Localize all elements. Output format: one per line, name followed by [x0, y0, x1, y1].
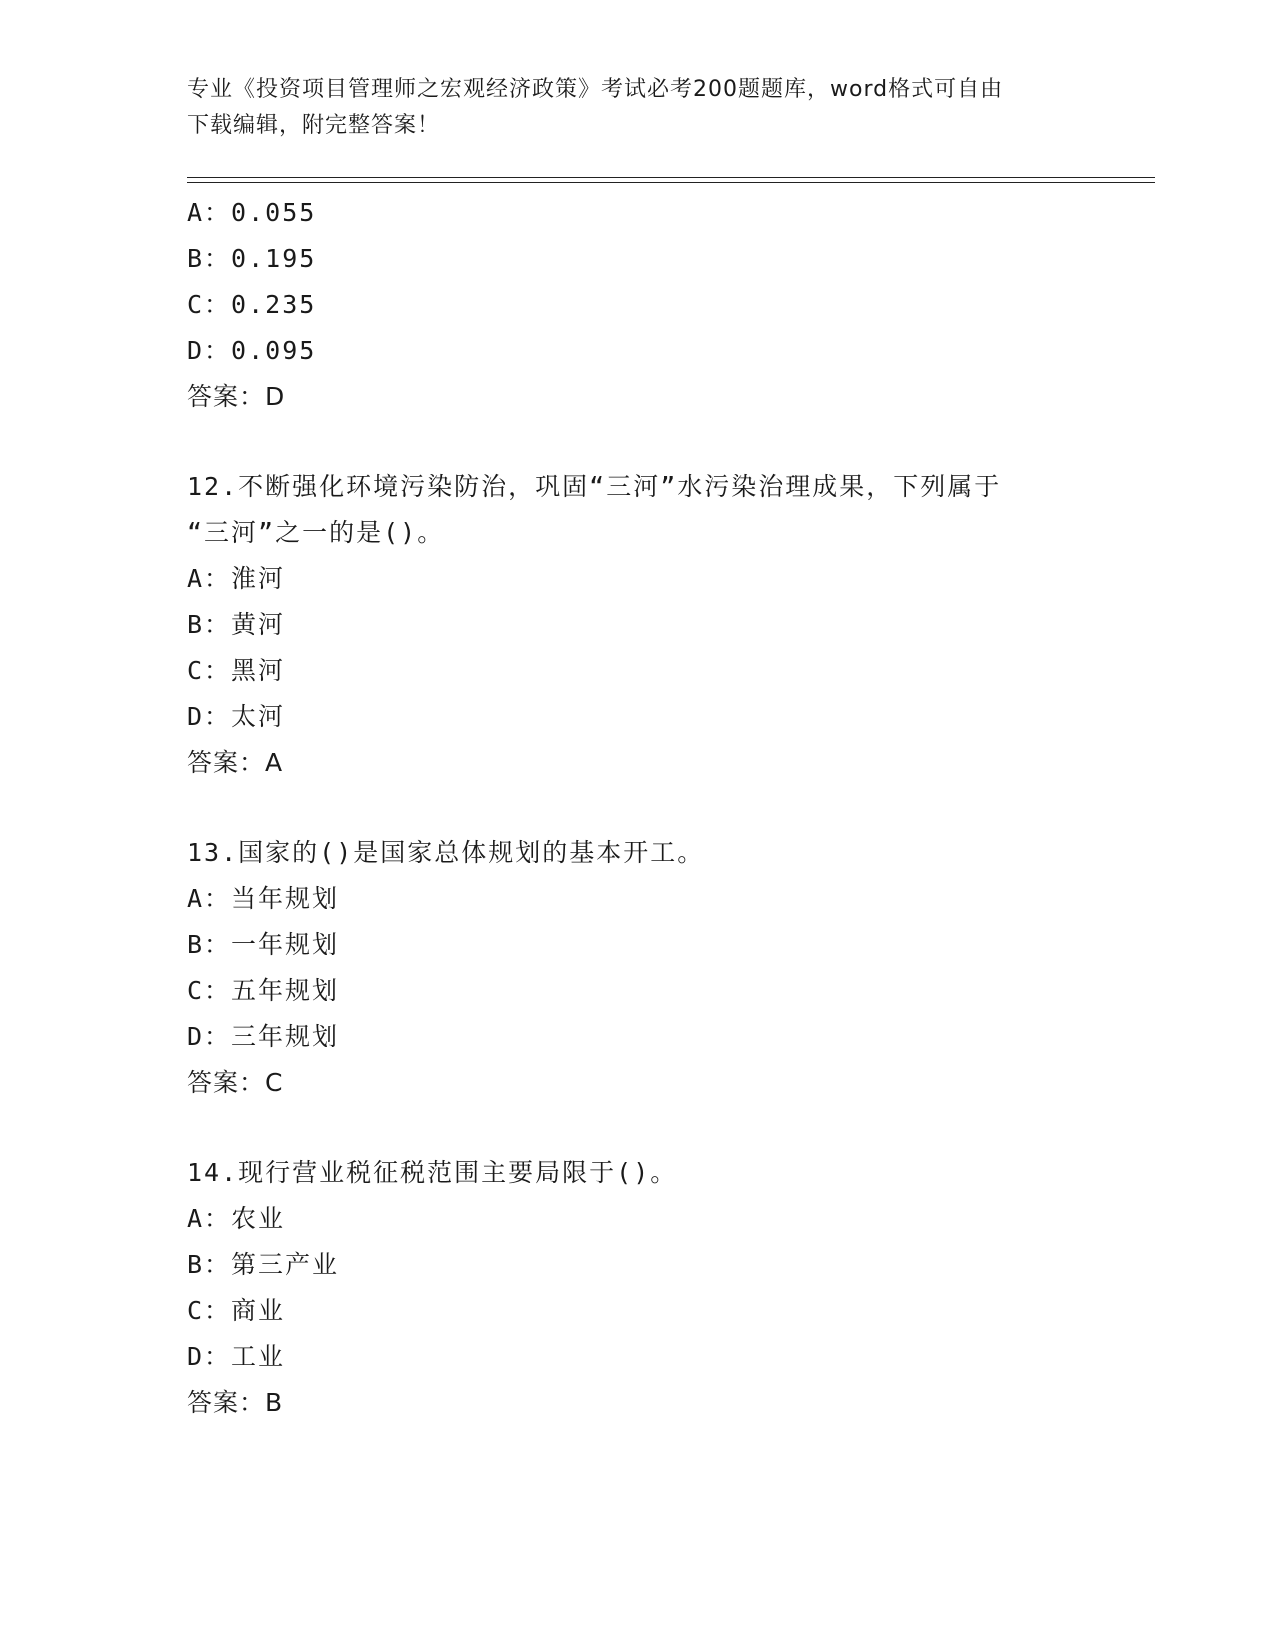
question-list: [187, 190, 1087, 1426]
header-line-2: 下载编辑，附完整答案！: [187, 113, 441, 138]
spacer: [187, 1106, 1087, 1150]
question-13: [187, 830, 1087, 1106]
answer: 答案：C: [187, 1068, 284, 1097]
answer: 答案：A: [187, 748, 284, 777]
option-d: D：太河: [187, 702, 286, 731]
question-stem-line-1: 13.国家的()是国家总体规划的基本开工。: [187, 838, 705, 867]
spacer: [187, 420, 1087, 464]
option-c: C：0.235: [187, 290, 317, 319]
question-stem-line-1: 14.现行营业税征税范围主要局限于()。: [187, 1158, 678, 1187]
option-d: D：三年规划: [187, 1022, 340, 1051]
option-b: B：0.195: [187, 244, 317, 273]
spacer: [187, 786, 1087, 830]
option-d: D：0.095: [187, 336, 317, 365]
question-14: [187, 1150, 1087, 1426]
option-a: A：淮河: [187, 564, 286, 593]
option-a: A：当年规划: [187, 884, 340, 913]
document-header: [187, 72, 1067, 144]
option-c: C：五年规划: [187, 976, 340, 1005]
option-b: B：一年规划: [187, 930, 340, 959]
option-b: B：第三产业: [187, 1250, 340, 1279]
answer: 答案：B: [187, 1388, 284, 1417]
question-11: [187, 190, 1087, 420]
header-line-1: 专业《投资项目管理师之宏观经济政策》考试必考200题题库，word格式可自由: [187, 77, 1004, 102]
option-c: C：商业: [187, 1296, 286, 1325]
option-a: A：0.055: [187, 198, 317, 227]
question-12: [187, 464, 1087, 786]
question-stem-line-1: 12.不断强化环境污染防治，巩固“三河”水污染治理成果，下列属于: [187, 472, 1002, 501]
option-c: C：黑河: [187, 656, 286, 685]
header-divider-bottom: [187, 182, 1155, 183]
header-divider-top: [187, 177, 1155, 178]
option-d: D：工业: [187, 1342, 286, 1371]
question-stem-line-2: “三河”之一的是()。: [187, 518, 445, 547]
option-b: B：黄河: [187, 610, 286, 639]
option-a: A：农业: [187, 1204, 286, 1233]
answer: 答案：D: [187, 382, 286, 411]
